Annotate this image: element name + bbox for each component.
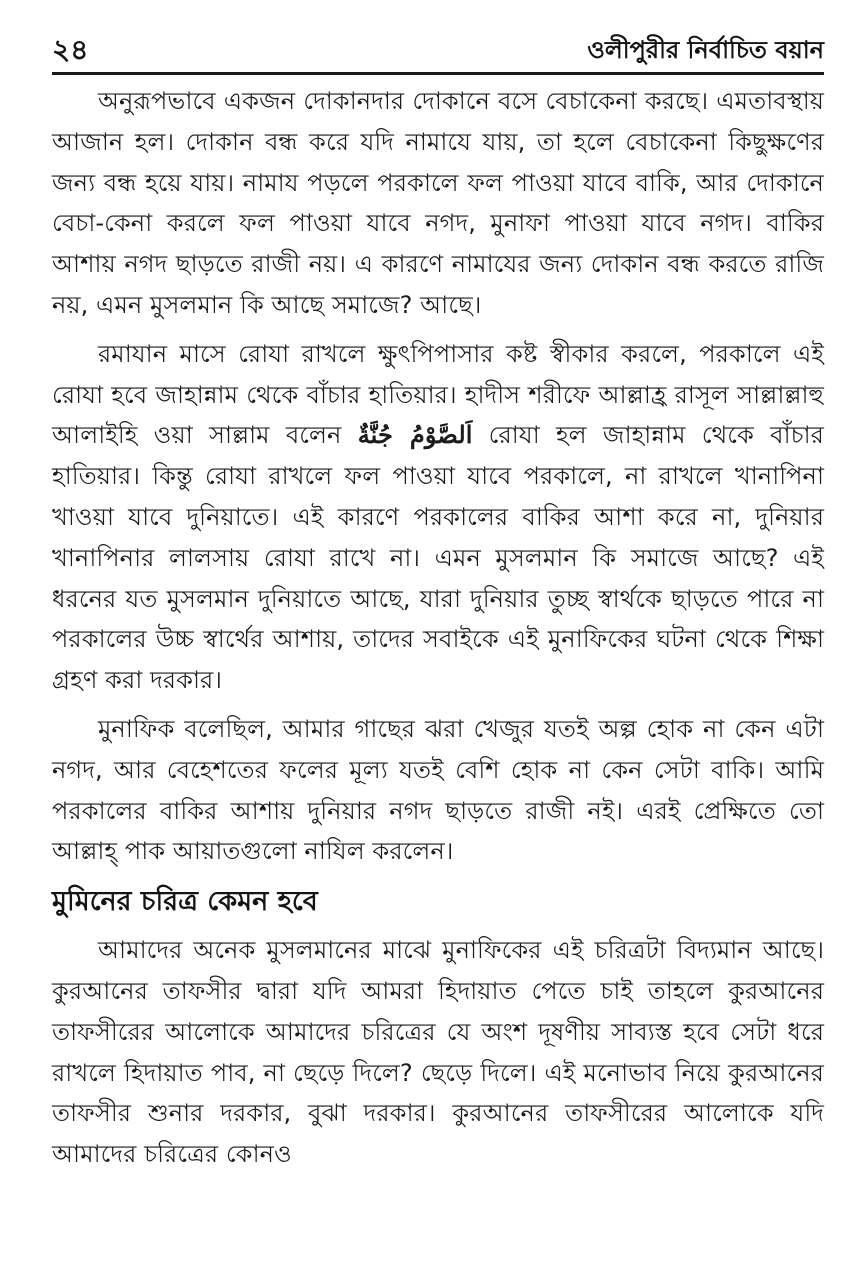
running-header [52,28,824,68]
fasting-text-after-quote: রোযা হল জাহান্নাম থেকে বাঁচার হাতিয়ার। কিন্তু রোযা রাখলে ফল পাওয়া যাবে পরকালে, না রাখলে খানাপিনা খাওয়া যাবে দুনিয়াতে। এই কারণে পরকালের বাকির আশা করে না, দুনিয়ার খানাপিনার লালসায় রোযা রাখে না। এমন মুসলমান কি সমাজে আছে? এই ধরনের যত মুসলমান দুনিয়াতে আছে, যারা দুনিয়ার তুচ্ছ স্বার্থকে ছাড়তে পারে না পরকালের উচ্চ স্বার্থের আশায়, তাদের সবাইকে এই মুনাফিকের ঘটনা থেকে শিক্ষা গ্রহণ করা দরকার। [52,421,824,695]
book-title: ওলীপুরীর নির্বাচিত বয়ান [587,36,824,64]
body-text [52,81,824,1175]
page-number: ২৪ [52,33,89,66]
paragraph-fasting [52,334,824,701]
section-heading: মুমিনের চরিত্র কেমন হবে [52,886,318,918]
paragraph-munafiq: মুনাফিক বলেছিল, আমার গাছের ঝরা খেজুর যতই অল্প হোক না কেন এটা নগদ, আর বেহেশতের ফলের মূল্য যতই বেশি হোক না কেন সেটা বাকি। আমি পরকালের বাকির আশায় দুনিয়ার নগদ ছাড়তে রাজী নই। এরই প্রেক্ষিতে তো আল্লাহ্ পাক আয়াতগুলো নাযিল করলেন। [52,714,824,866]
paragraph-shopkeeper: অনুরূপভাবে একজন দোকানদার দোকানে বসে বেচাকেনা করছে। এমতাবস্থায় আজান হল। দোকান বন্ধ করে যদি নামাযে যায়, তা হলে বেচাকেনা কিছুক্ষণের জন্য বন্ধ হয়ে যায়। নামায পড়লে পরকালে ফল পাওয়া যাবে বাকি, আর দোকানে বেচা-কেনা করলে ফল পাওয়া যাবে নগদ, মুনাফা পাওয়া যাবে নগদ। বাকির আশায় নগদ ছাড়তে রাজী নয়। এ কারণে নামাযের জন্য দোকান বন্ধ করতে রাজি নয়, এমন মুসলমান কি আছে সমাজে? আছে। [52,87,824,319]
arabic-hadith-quote: اَلصَّوْمُ جُنَّةٌ [357,420,473,450]
paragraph-character: আমাদের অনেক মুসলমানের মাঝে মুনাফিকের এই চরিত্রটা বিদ্যমান আছে। কুরআনের তাফসীর দ্বারা যদি আমরা হিদায়াত পেতে চাই তাহলে কুরআনের তাফসীরের আলোকে আমাদের চরিত্রের যে অংশ দূষণীয় সাব্যস্ত হবে সেটা ধরে রাখলে হিদায়াত পাব, না ছেড়ে দিলে? ছেড়ে দিলে। এই মনোভাব নিয়ে কুরআনের তাফসীর শুনার দরকার, বুঝা দরকার। কুরআনের তাফসীরের আলোকে যদি আমাদের চরিত্রের কোনও [52,936,824,1169]
fasting-text-before-quote: রমাযান মাসে রোযা রাখলে ক্ষুৎপিপাসার কষ্ট স্বীকার করলে, পরকালে এই রোযা হবে জাহান্নাম থেকে বাঁচার হাতিয়ার। হাদীস শরীফে আল্লাহ্র রাসূল সাল্লাল্লাহু আলাইহি ওয়া সাল্লাম বলেন [52,339,824,450]
header-rule [52,72,824,75]
